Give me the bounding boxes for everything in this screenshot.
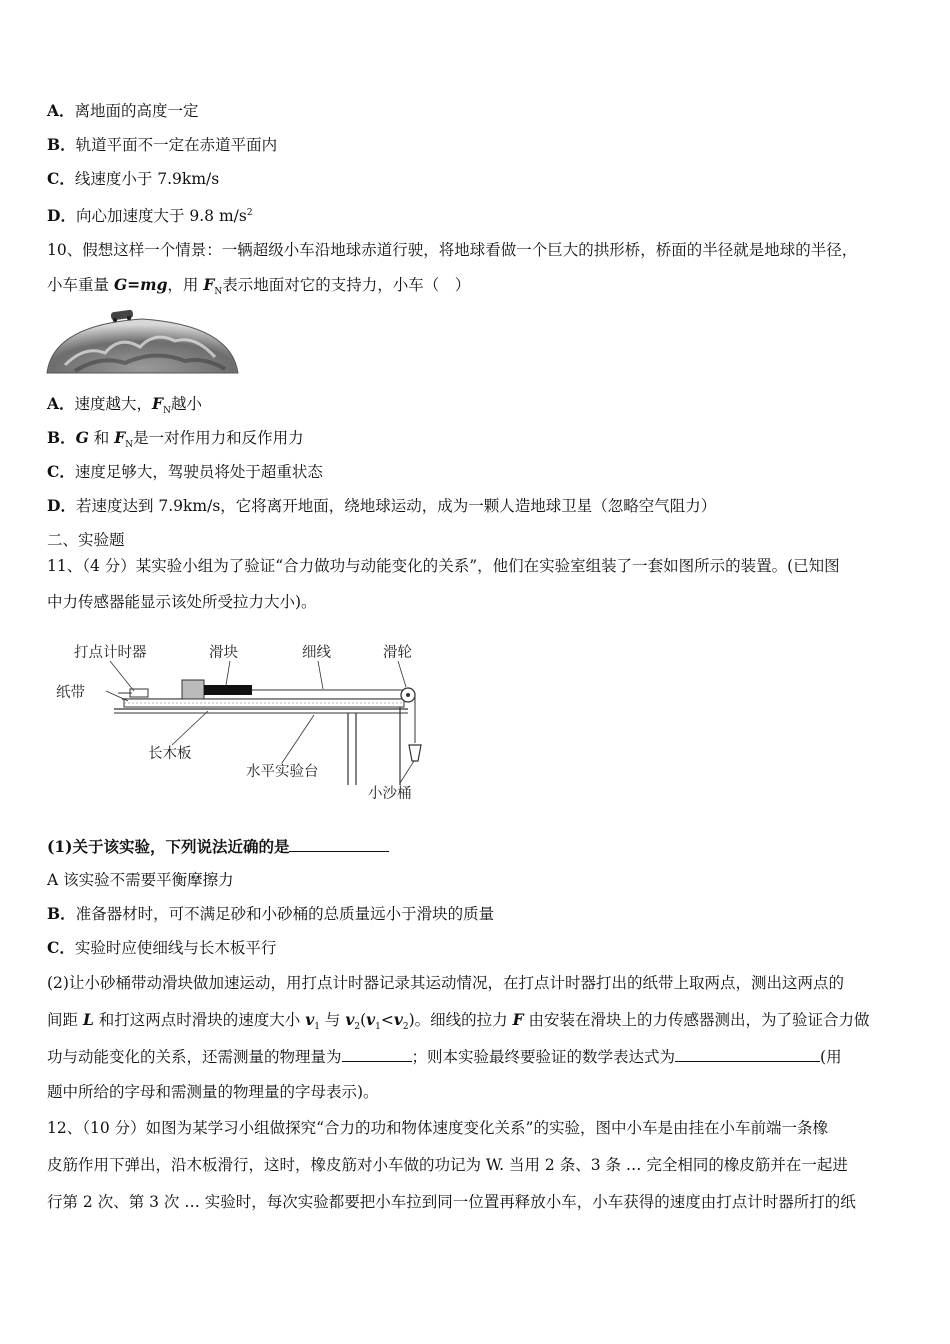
text: ，用 <box>167 276 204 294</box>
subscript: N <box>214 287 223 298</box>
leader-line <box>172 711 208 745</box>
label-tape: 纸带 <box>56 685 85 701</box>
var-v: v <box>345 1010 355 1029</box>
var-g: G=mg <box>113 275 168 294</box>
var-v: v <box>305 1010 315 1029</box>
var-g: G <box>75 428 89 447</box>
text: (用 <box>820 1048 842 1066</box>
q11-part2-line1 <box>47 973 844 993</box>
option-text: 准备器材时，可不满足砂和小砂桶的总质量远小于滑块的质量 <box>75 905 495 923</box>
subscript: N <box>125 440 134 451</box>
text: 若速度达到 7.9km/s，它将离开地面，绕地球运动，成为一颗人造地球卫星（忽略空气阻力） <box>75 497 717 515</box>
option-letter: B． <box>47 904 76 923</box>
q11-part1-option-c <box>47 938 276 958</box>
label-timer: 打点计时器 <box>74 645 147 661</box>
wheel <box>113 318 117 322</box>
option-letter: A． <box>47 394 75 413</box>
superscript: 2 <box>246 208 253 218</box>
leader-line <box>318 661 323 689</box>
q11-part1-stem <box>47 836 389 857</box>
q9-option-b <box>47 135 277 155</box>
label-slider: 滑块 <box>209 645 238 661</box>
var-f: F <box>203 275 215 294</box>
var-l: L <box>82 1010 94 1029</box>
force-sensor <box>204 685 252 695</box>
option-letter: D． <box>47 206 76 226</box>
text: 题中所给的字母和需测量的物理量的字母表示)。 <box>47 1083 379 1101</box>
option-letter: C． <box>47 462 75 481</box>
text: < <box>380 1011 394 1029</box>
timer-device <box>130 689 148 697</box>
q11-part1-option-a <box>47 870 234 890</box>
leader-line <box>282 715 314 763</box>
option-letter: D． <box>47 496 76 515</box>
text: 是一对作用力和反作用力 <box>133 429 304 447</box>
leader-line <box>400 761 414 783</box>
q12-line1: 12、（10 分）如图为某学习小组做探究“合力的功和物体速度变化关系”的实验，图中小车是由挂在小车前端一条橡 <box>47 1119 828 1137</box>
q9-option-c <box>47 169 219 189</box>
q12-line3: 行第 2 次、第 3 次 … 实验时，每次实验都要把小车拉到同一位置再释放小车，小车获得的速度由打点计时器所打的纸 <box>47 1193 856 1211</box>
label-table: 水平实验台 <box>246 764 319 780</box>
label-thread: 细线 <box>302 645 331 661</box>
subscript: 1 <box>375 1022 381 1033</box>
option-text: 轨道平面不一定在赤道平面内 <box>75 136 278 154</box>
text: 速度足够大，驾驶员将处于超重状态 <box>74 463 323 481</box>
leader-line <box>110 661 134 691</box>
label-bucket: 小沙桶 <box>368 786 412 802</box>
apparatus-figure <box>48 635 428 810</box>
pulley-axle <box>406 693 410 697</box>
option-letter: C． <box>47 169 75 188</box>
var-f: F <box>512 1010 524 1029</box>
answer-blank <box>289 836 389 852</box>
text: 功与动能变化的关系，还需测量的物理量为 <box>47 1048 342 1066</box>
var-v: v <box>393 1010 403 1029</box>
option-letter: B． <box>47 428 76 447</box>
text: 和打这两点时滑块的速度大小 <box>93 1011 306 1029</box>
text: 越小 <box>170 395 202 413</box>
q9-option-a <box>47 101 199 121</box>
text: 小车重量 <box>47 276 114 294</box>
q10-stem-line1: 10、假想这样一个情景：一辆超级小车沿地球赤道行驶，将地球看做一个巨大的拱形桥，桥面的半径就是地球的半径， <box>47 241 858 259</box>
q12-line2: 皮筋作用下弹出，沿木板滑行，这时，橡皮筋对小车做的功记为 W. 当用 2 条、3 条 … 完全相同的橡皮筋并在一起进 <box>47 1156 848 1174</box>
text: 与 <box>319 1011 346 1029</box>
q9-option-d <box>47 203 253 226</box>
answer-blank <box>342 1046 412 1062</box>
subscript: N <box>163 406 171 417</box>
q10-stem-line2 <box>47 275 470 302</box>
text: 表示地面对它的支持力，小车（ ） <box>222 276 471 294</box>
q11-part2-line3 <box>47 1046 842 1067</box>
q11-part2-line2 <box>47 1010 870 1037</box>
subscript: 2 <box>354 1022 361 1033</box>
text: (1)关于该实验，下列说法近确的是 <box>47 837 290 856</box>
sand-bucket <box>409 745 421 761</box>
option-text: 离地面的高度一定 <box>74 102 199 120</box>
section-title: 二、实验题 <box>47 531 125 549</box>
label-board: 长木板 <box>148 746 192 762</box>
text: 和 <box>88 429 115 447</box>
text: (2)让小砂桶带动滑块做加速运动，用打点计时器记录其运动情况，在打点计时器打出的纸带上取两点，测出这两点的 <box>47 974 844 992</box>
option-letter: B． <box>47 135 76 154</box>
subscript: 2 <box>402 1022 409 1033</box>
wheel <box>127 316 131 320</box>
var-f: F <box>152 394 164 413</box>
var-v: v <box>366 1010 376 1029</box>
label-pulley: 滑轮 <box>383 645 412 661</box>
q11-stem-line2: 中力传感器能显示该处所受拉力大小)。 <box>47 593 317 611</box>
option-letter: A． <box>47 101 75 120</box>
text: 由安装在滑块上的力传感器测出，为了验证合力做 <box>523 1011 870 1029</box>
leader-line <box>398 661 406 687</box>
option-text: A 该实验不需要平衡摩擦力 <box>47 871 234 889</box>
slider-block <box>182 680 204 699</box>
q10-option-c <box>47 462 323 482</box>
option-text: 实验时应使细线与长木板平行 <box>74 939 277 957</box>
text: )。细线的拉力 <box>408 1011 513 1029</box>
text: 间距 <box>47 1011 83 1029</box>
var-f: F <box>114 428 126 447</box>
option-text: 向心加速度大于 9.8 m/s <box>75 207 247 226</box>
q10-option-b <box>47 428 304 455</box>
q11-part2-line4 <box>47 1082 379 1102</box>
text: ；则本实验最终要验证的数学表达式为 <box>411 1048 676 1066</box>
leader-line <box>226 661 230 685</box>
answer-blank <box>675 1046 820 1062</box>
subscript: 1 <box>314 1022 320 1033</box>
q11-part1-option-b <box>47 904 494 924</box>
earth-figure <box>45 305 240 375</box>
option-text: 线速度小于 7.9km/s <box>74 170 220 188</box>
option-letter: C． <box>47 938 75 957</box>
text: 速度越大， <box>74 395 153 413</box>
q11-stem-line1: 11、（4 分）某实验小组为了验证“合力做功与动能变化的关系”，他们在实验室组装了一套如图所示的装置。(已知图 <box>47 557 840 575</box>
q10-option-a <box>47 394 202 421</box>
text: ( <box>360 1011 367 1029</box>
q10-option-d <box>47 496 716 516</box>
